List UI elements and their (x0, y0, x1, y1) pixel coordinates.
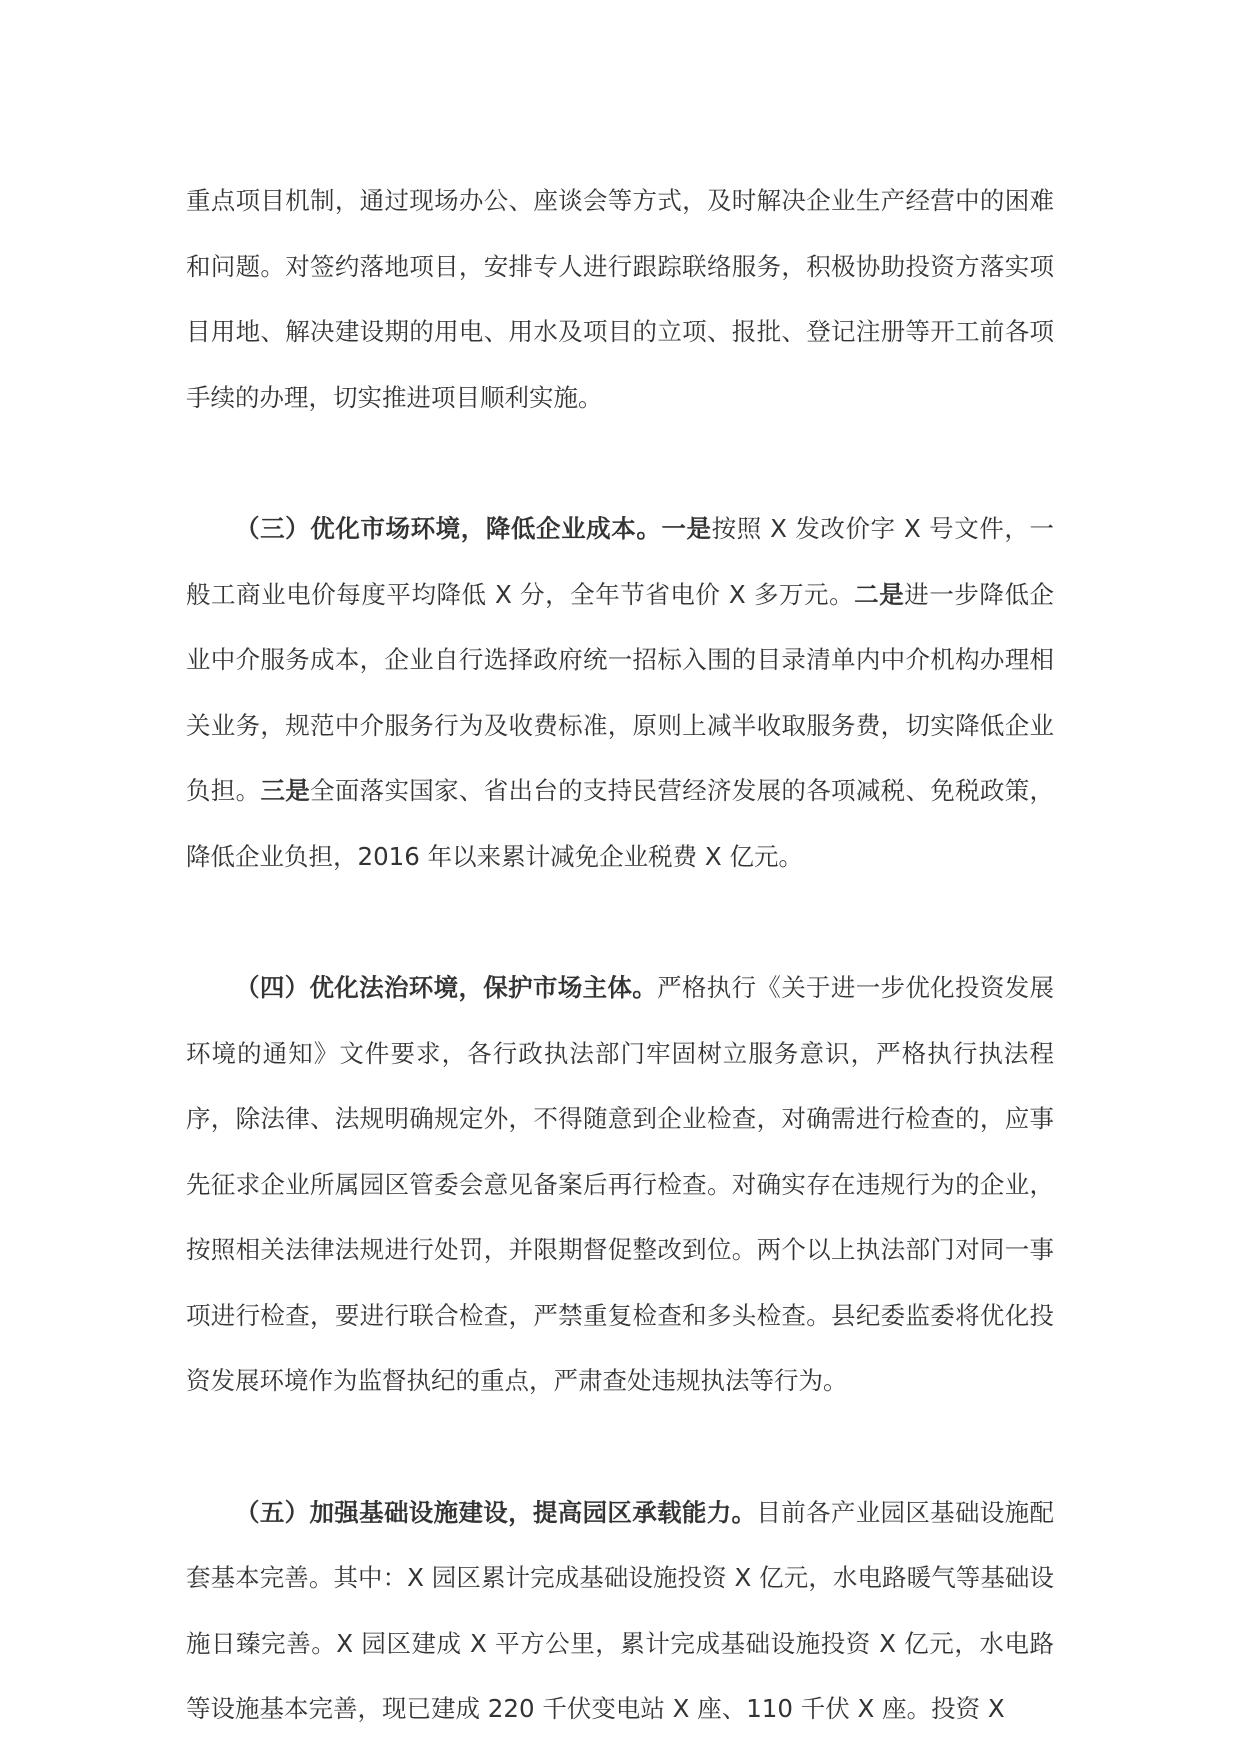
point-marker: 一是 (661, 514, 712, 543)
section-heading: （四）优化法治环境，保护市场主体。 (235, 973, 658, 1002)
paragraph-section-5 (186, 1480, 1054, 1742)
text-run: 进一步降低企业中介服务成本，企业自行选择政府统一招标入围的目录清单内中介机构办理相关业务，规范中介服务行为及收费标准，原则上减半收取服务费，切实降低企业负担。 (186, 579, 1055, 805)
text-run: 按照 X 发改价字 X 号文件，一般工商业电价每度平均降低 X 分，全年节省电价 X 多万元。 (186, 514, 1055, 609)
text-run: 全面落实国家、省出台的支持民营经济发展的各项减税、免税政策，降低企业负担，2016 年以来累计减免企业税费 X 亿元。 (186, 776, 1055, 871)
paragraph-continuation (186, 168, 1054, 430)
point-marker: 三是 (260, 776, 311, 805)
point-marker: 二是 (854, 579, 905, 609)
paragraph-section-3 (186, 496, 1054, 889)
text-run: 重点项目机制，通过现场办公、座谈会等方式，及时解决企业生产经营中的困难和问题。对签约落地项目，安排专人进行跟踪联络服务，积极协助投资方落实项目用地、解决建设期的用电、用水及项目的立项、报批、登记注册等开工前各项手续的办理，切实推进项目顺利实施。 (186, 186, 1054, 412)
section-heading: （三）优化市场环境，降低企业成本。 (235, 514, 662, 543)
section-heading: （五）加强基础设施建设，提高园区承载能力。 (235, 1497, 757, 1527)
paragraph-section-4 (186, 955, 1054, 1414)
text-run: 目前各产业园区基础设施配套基本完善。其中：X 园区累计完成基础设施投资 X 亿元，水电路暖气等基础设施日臻完善。X 园区建成 X 平方公里，累计完成基础设施投资 X 亿元，水电路等设施基本完善，现已建成 220 千伏变电站 X 座、110 千伏 X 座。投资 X (186, 1497, 1054, 1723)
text-run: 严格执行《关于进一步优化投资发展环境的通知》文件要求，各行政执法部门牢固树立服务意识，严格执行执法程序，除法律、法规明确规定外，不得随意到企业检查，对确需进行检查的，应事先征求企业所属园区管委会意见备案后再行检查。对确实存在违规行为的企业，按照相关法律法规进行处罚，并限期督促整改到位。两个以上执法部门对同一事项进行检查，要进行联合检查，严禁重复检查和多头检查。县纪委监委将优化投资发展环境作为监督执纪的重点，严肃查处违规执法等行为。 (186, 973, 1054, 1395)
